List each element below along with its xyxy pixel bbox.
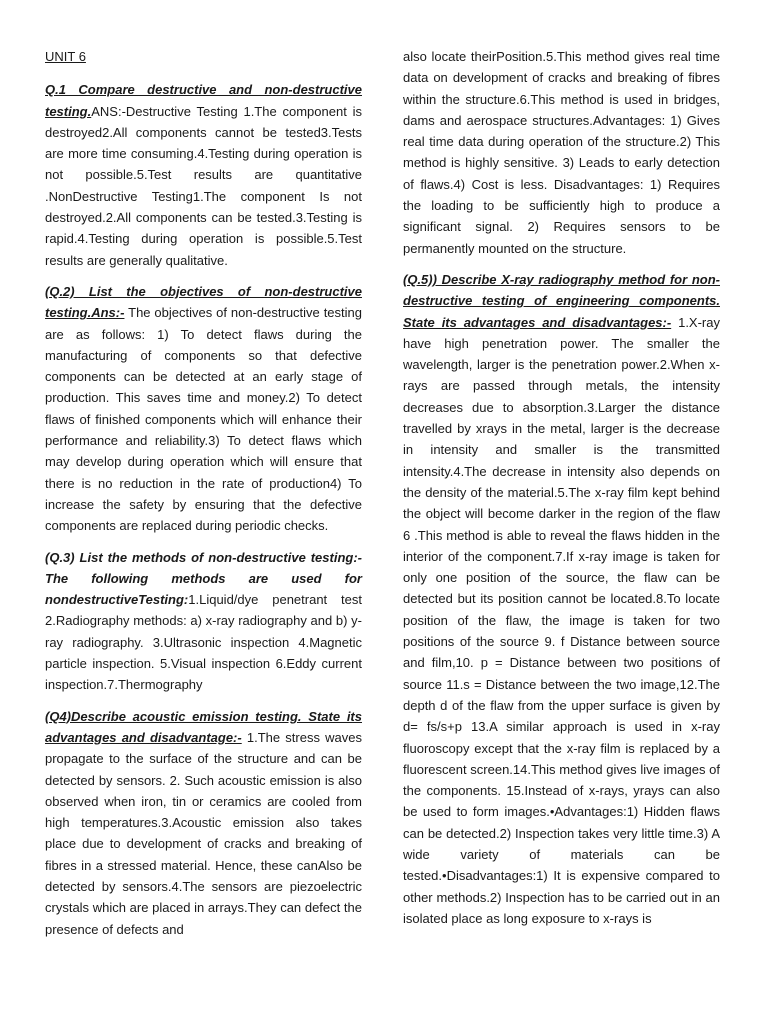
question-4-title: (Q4)Describe acoustic emission testing. State its advantages and disadvantage:- [45,708,362,745]
unit-heading: UNIT 6 [45,49,86,64]
question-1-title: Q.1 Compare destructive and non-destructive testing. [45,82,362,119]
question-3-answer: 1.Liquid/dye penetrant test 2.Radiography methods: a) x-ray radiography and b) y-ray radiography. 3.Ultrasonic inspection 4.Magnetic particle inspection. 5.Visual inspection 6.Eddy current inspection.7.Thermography [45,592,362,693]
question-3-title: (Q.3) List the methods of non-destructive testing:- The following methods are used for nondestructiveTesting: [45,549,362,608]
question-5-title: (Q.5)) Describe X-ray radiography method for non-destructive testing of engineering components. State its advantages and disadvantages:- [403,271,720,330]
question-4-continued [403,46,720,259]
question-3 [45,547,362,696]
question-5-answer: 1.X-ray have high penetration power. The smaller the wavelength, larger is the penetration power.2.When x-rays are passed through metals, the intensity decreases due to absorption.3.Larger the distance travelled by xrays in the metal, larger is the decrease in intensity and smaller is the transmitted intensity.4.The decrease in intensity also depends on the density of the material.5.The x-ray film kept behind the object will become darker in the region of the flaw 6 .This method is able to reveal the flaws hidden in the interior of the component.7.If x-ray image is taken for only one position of the source, the flaw can be detected but its position cannot be located.8.To locate position of the flaw, the image is taken for two positions of the source 9. f Distance between source and film,10. p = Distance between two positions of source 11.s = Distance between the two image,12.The depth d of the flaw from the upper surface is given by d= fs/s+p 13.A similar approach is used in x-ray fluoroscopy except that the x-ray film is replaced by a fluorescent screen.14.This method gives live images of the components. 15.Instead of x-rays, yrays can also be used to form images.•Advantages:1) Hidden flaws can be detected.2) Inspection takes very little time.3) A wide variety of materials can be tested.•Disadvantages:1) It is expensive compared to other methods.2) Inspection has to be carried out in an isolated place as long exposure to x-rays is [403,314,720,926]
question-1-ans-label: ANS:- [91,103,126,119]
question-1 [45,79,362,271]
question-2-title: (Q.2) List the objectives of non-destructive testing.Ans:- [45,283,362,321]
question-1-answer: Destructive Testing 1.The component is destroyed2.All components cannot be tested3.Tests are more time consuming.4.Testing during operation is not possible.5.Test results are quantitative .NonDestructive Testing1.The component Is not destroyed.2.All components can be tested.3.Testing is rapid.4.Testing during operation is possible.5.Test results are generally qualitative. [45,103,362,268]
left-column [45,46,362,950]
question-4-answer-part-2: also locate theirPosition.5.This method gives real time data on development of cracks and breaking of fibres within the structure.6.This method is used in bridges, dams and aerospace structures.Advantages: 1) Gives real time data during operation of the structure.2) This method is highly sensitive. 3) Leads to early detection of flaws.4) Cost is less. Disadvantages: 1) Requires the loading to be sufficiently high to produce a significant signal. 2) Requires sensors to be permanently mounted on the structure. [403,49,720,256]
question-4-answer-part-1: 1.The stress waves propagate to the surface of the structure and can be detected by sensors. 2. Such acoustic emission is also observed when iron, tin or ceramics are cooled from high temperatures.3.Acoustic emission also takes place due to development of cracks and breaking of fibres in a stressed material. Hence, these canAlso be detected by sensors.4.The sensors are piezoelectric crystals which are placed in arrays.They can defect the presence of defects and [45,729,362,937]
right-column [403,46,720,939]
question-4 [45,706,362,940]
question-2 [45,281,362,537]
question-2-answer: The objectives of non-destructive testing are as follows: 1) To detect flaws during the manufacturing of components so that defective components can be detected at an early stage of production. This saves time and money.2) To detect flaws of finished components which will enhance their performance and reliability.3) To detect flaws which may develop during operation which will ensure that there is no reduction in the rate of production4) To increase the safety by ensuring that the defective components are replaced during periodic checks. [45,305,362,534]
question-5 [403,269,720,929]
